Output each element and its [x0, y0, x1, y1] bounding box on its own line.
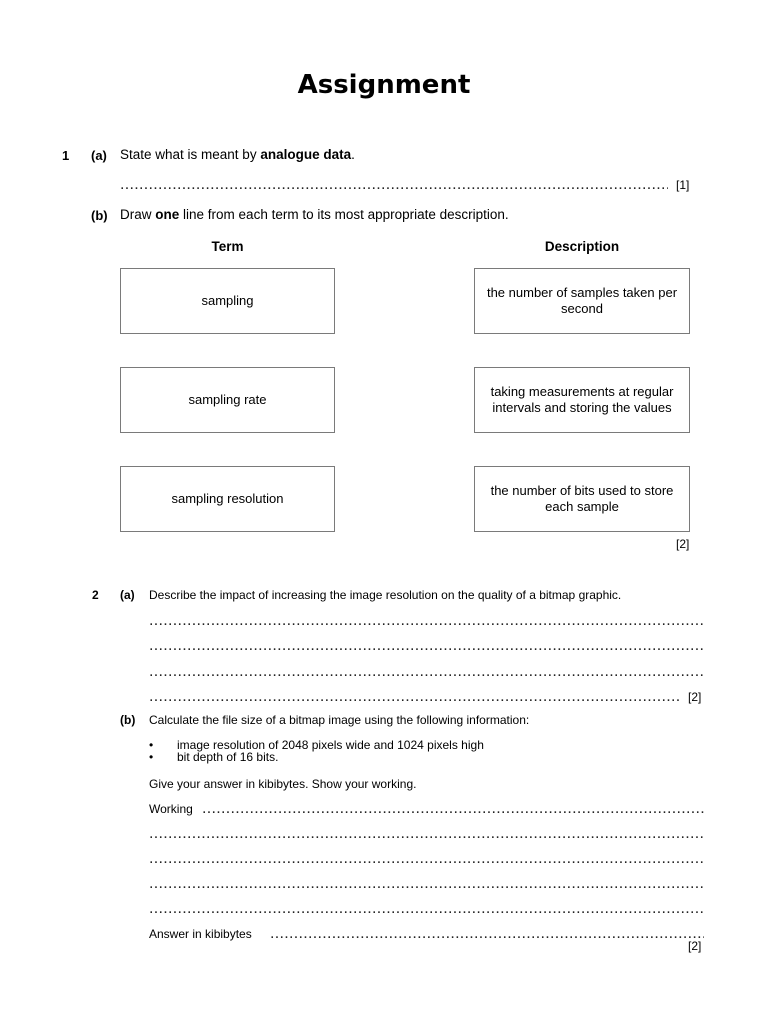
q1a-text-suffix: .: [351, 147, 355, 162]
q1a-question: [120, 147, 355, 162]
q2a-label: (a): [120, 588, 135, 602]
q2b-label: (b): [120, 713, 136, 727]
q1a-mark: [1]: [676, 178, 690, 192]
description-column-header: Description: [544, 239, 620, 254]
answer-label: Answer in kibibytes: [149, 927, 252, 941]
q1a-text-prefix: State what is meant by: [120, 147, 261, 162]
term-box-sampling-rate[interactable]: [120, 367, 335, 433]
working-line-3[interactable]: [149, 851, 704, 867]
q2a-question: Describe the impact of increasing the image resolution on the quality of a bitmap graphic.: [149, 588, 622, 602]
q2b-mark: [2]: [688, 939, 702, 953]
q1a-answer-line[interactable]: [120, 177, 668, 193]
q2b-question: Calculate the file size of a bitmap image using the following information:: [149, 713, 530, 727]
description-box-regular-intervals[interactable]: [474, 367, 690, 433]
q2a-answer-line-2[interactable]: [149, 638, 704, 654]
question-1-number: 1: [62, 148, 70, 163]
bullet-icon: •: [149, 750, 154, 764]
description-label: the number of bits used to store each sample: [490, 483, 674, 514]
q1b-label: (b): [91, 208, 108, 223]
bullet-text: image resolution of 2048 pixels wide and 1024 pixels high: [177, 738, 484, 752]
page-title: Assignment: [297, 70, 471, 100]
q1b-mark: [2]: [676, 537, 690, 551]
q2a-answer-line-4[interactable]: [149, 689, 681, 705]
answer-line[interactable]: [270, 926, 704, 942]
term-label: sampling resolution: [171, 491, 284, 506]
working-line-4[interactable]: [149, 876, 704, 892]
term-box-sampling-resolution[interactable]: [120, 466, 335, 532]
q1b-question: [120, 207, 509, 222]
working-line-5[interactable]: [149, 901, 704, 917]
description-box-samples-per-second[interactable]: [474, 268, 690, 334]
working-label: Working: [149, 802, 193, 816]
working-line-1[interactable]: [202, 801, 704, 817]
term-label: sampling rate: [188, 392, 267, 407]
q1b-text-suffix: line from each term to its most appropriate description.: [179, 207, 509, 222]
bullet-text: bit depth of 16 bits.: [177, 750, 279, 764]
term-label: sampling: [201, 293, 254, 308]
description-label: the number of samples taken per second: [486, 285, 678, 316]
term-column-header: Term: [211, 239, 244, 254]
q2a-answer-line-1[interactable]: [149, 613, 704, 629]
q1b-text-bold: one: [155, 207, 180, 222]
q1b-text-prefix: Draw: [120, 207, 156, 222]
bullet-icon: •: [149, 738, 154, 752]
question-2-number: 2: [92, 588, 99, 602]
working-line-2[interactable]: [149, 826, 704, 842]
q1a-label: (a): [91, 148, 107, 163]
description-box-bits-per-sample[interactable]: [474, 466, 690, 532]
q2b-bullet-item: [149, 751, 278, 763]
term-box-sampling[interactable]: [120, 268, 335, 334]
q2a-mark: [2]: [688, 690, 702, 704]
q2b-instruction: Give your answer in kibibytes. Show your working.: [149, 777, 417, 791]
q2a-answer-line-3[interactable]: [149, 664, 704, 680]
q1a-text-bold: analogue data: [260, 147, 352, 162]
description-label: taking measurements at regular intervals and storing the values: [490, 384, 674, 415]
